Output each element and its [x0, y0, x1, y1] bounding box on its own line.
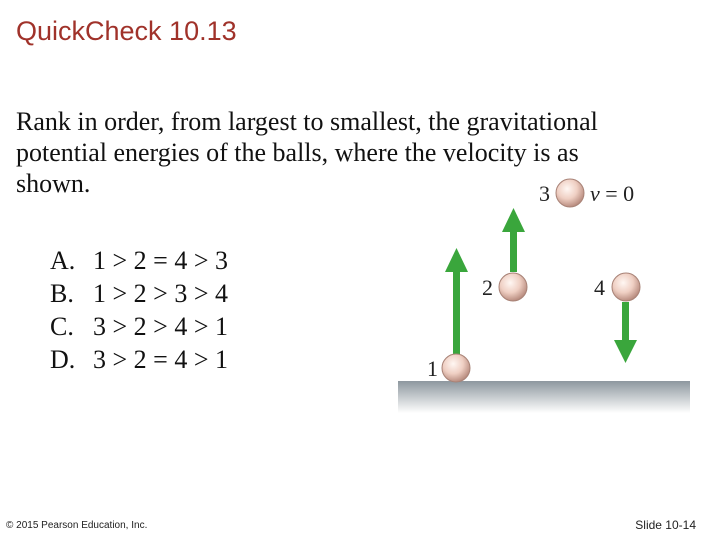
answer-letter: D.: [50, 345, 76, 374]
answer-letter: C.: [50, 312, 74, 341]
ball-2: [499, 273, 527, 301]
ball-3: [556, 179, 584, 207]
ball-4: [612, 273, 640, 301]
velocity-arrow-4: [622, 302, 629, 344]
ball-label-3: 3: [539, 181, 550, 206]
answer-text: 1 > 2 = 4 > 3: [93, 246, 228, 275]
ball-label-1: 1: [427, 356, 438, 381]
answer-text: 3 > 2 > 4 > 1: [93, 312, 228, 341]
ball-label-4: 4: [594, 275, 605, 300]
footer-slide-number: Slide 10-14: [635, 518, 696, 532]
slide-title: QuickCheck 10.13: [16, 16, 237, 46]
answer-text: 1 > 2 > 3 > 4: [93, 279, 228, 308]
ball-label-2: 2: [482, 275, 493, 300]
velocity-label: [590, 181, 634, 206]
answer-text: 3 > 2 = 4 > 1: [93, 345, 228, 374]
velocity-symbol: v: [590, 181, 600, 206]
answer-letter: A.: [50, 246, 76, 275]
footer-copyright: © 2015 Pearson Education, Inc.: [6, 520, 148, 531]
answer-letter: B.: [50, 279, 74, 308]
ball-1: [442, 354, 470, 382]
question-text: Rank in order, from largest to smallest, the gravitational potential energies of the balls, where the velocity is as shown.: [16, 107, 598, 198]
velocity-arrow-2: [510, 230, 517, 272]
ground: [398, 381, 690, 413]
arrow-head-2: [502, 208, 525, 232]
arrow-head-4: [614, 340, 637, 363]
arrow-head-1: [445, 248, 468, 272]
velocity-value: = 0: [599, 181, 635, 206]
velocity-arrow-1: [453, 270, 460, 354]
